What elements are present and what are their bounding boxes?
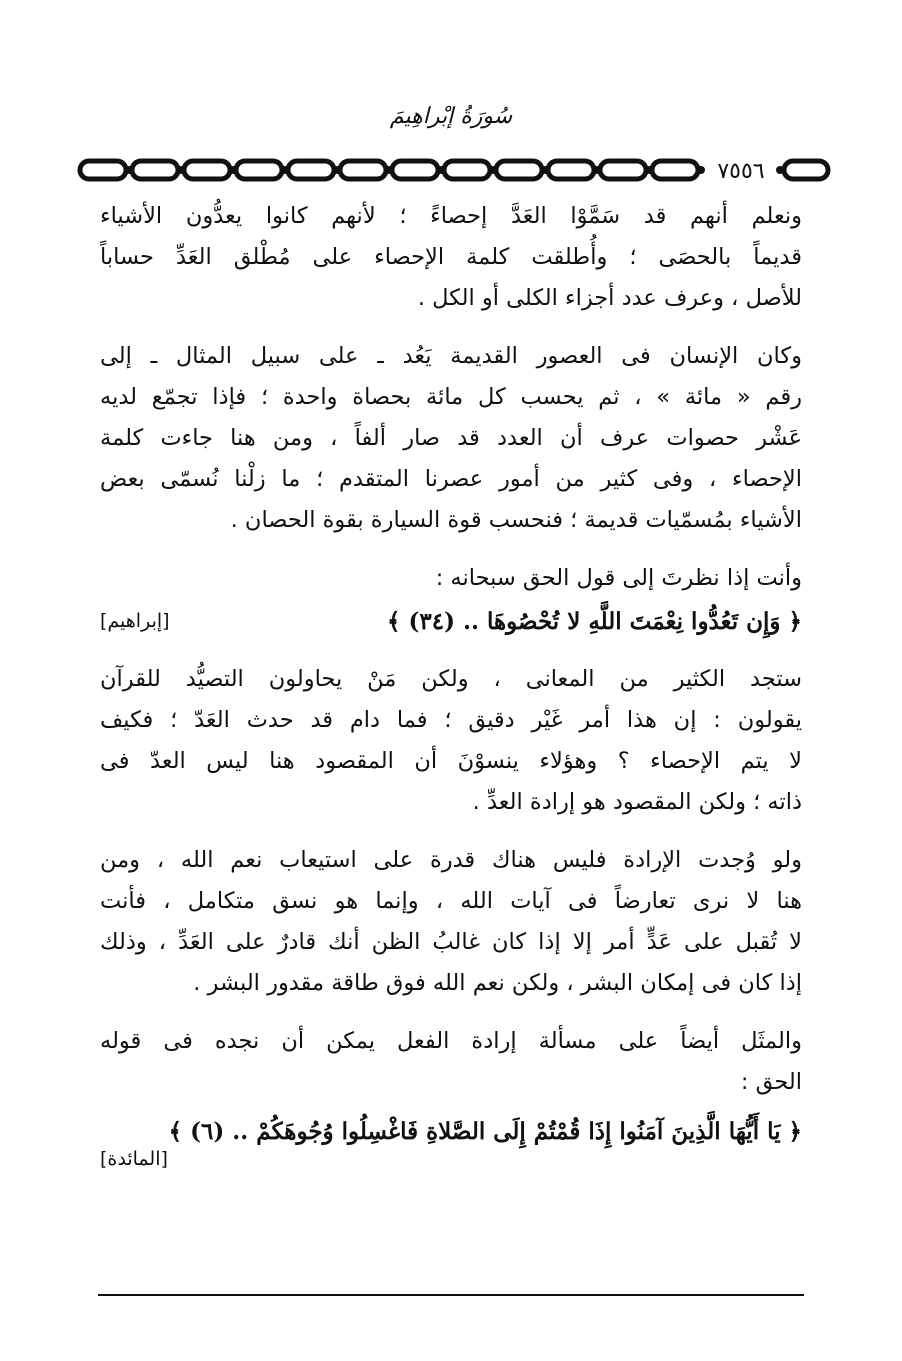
quran-verse-1: [100, 601, 802, 642]
text-line: ستجد الكثير من المعانى ، ولكن مَنْ يحاولون التصيُّد للقرآن: [100, 666, 802, 692]
text-line: لا تُقبل على عَدٍّ أمر إلا إذا كان غالبُ الظن أنك قادرٌ على العَدِّ ، وذلك: [100, 929, 802, 955]
page-body: [100, 196, 802, 1174]
text-line: عَشْر حصوات عرف أن العدد قد صار ألفاً ، ومن هنا جاءت كلمة: [100, 425, 802, 451]
text-line: ونعلم أنهم قد سَمَّوْا العَدَّ إحصاءً ؛ لأنهم كانوا يعدُّون الأشياء: [100, 203, 802, 229]
chain-ornament-header: [76, 152, 832, 188]
text-line: قديماً بالحصَى ؛ وأُطلقت كلمة الإحصاء على مُطْلق العَدِّ حساباً: [100, 244, 802, 270]
text-line: رقم « مائة » ، ثم يحسب كل مائة بحصاة واحدة ؛ فإذا تجمّع لديه: [100, 384, 802, 410]
text-line: وكان الإنسان فى العصور القديمة يَعُد ـ على سبيل المثال ـ إلى: [100, 343, 802, 369]
paragraph-4: [100, 659, 802, 823]
footer-rule: [98, 1294, 804, 1296]
paragraph-3: [100, 558, 802, 599]
surah-title: سُورَةُ إبْراهِيمَ: [389, 104, 513, 129]
text-line: يقولون : إن هذا أمر غَيْر دقيق ؛ فما دام قد حدث العَدّ ؛ فكيف: [100, 707, 802, 733]
text-line: ذاته ؛ ولكن المقصود هو إرادة العدِّ .: [472, 789, 802, 815]
text-line: لا يتم الإحصاء ؟ وهؤلاء ينسوْنَ أن المقصود هنا ليس العدّ فى: [100, 748, 802, 774]
quran-verse-2: [100, 1111, 802, 1152]
text-line: ولو وُجدت الإرادة فليس هناك قدرة على استيعاب نعم الله ، ومن: [100, 847, 802, 873]
text-line: الأشياء بمُسمّيات قديمة ؛ فنحسب قوة السيارة بقوة الحصان .: [230, 507, 802, 533]
text-line: هنا لا نرى تعارضاً فى آيات الله ، وإنما هو نسق متكامل ، فأنت: [100, 888, 802, 914]
paragraph-6: [100, 1021, 802, 1103]
verse-text: ﴿ وَإِن تَعُدُّوا نِعْمَتَ اللَّهِ لا تُحْصُوهَا .. (٣٤) ﴾: [386, 608, 802, 635]
text-line: إذا كان فى إمكان البشر ، ولكن نعم الله فوق طاقة مقدور البشر .: [193, 970, 802, 996]
surah-reference: [إبراهيم]: [100, 610, 170, 632]
surah-reference: [المائدة]: [100, 1148, 168, 1170]
paragraph-5: [100, 840, 802, 1004]
page-number: ٧٥٥٦: [717, 159, 765, 184]
text-line: والمثَل أيضاً على مسألة إرادة الفعل يمكن أن نجده فى قوله: [100, 1028, 802, 1054]
text-line: للأصل ، وعرف عدد أجزاء الكلى أو الكل .: [417, 285, 802, 311]
paragraph-1: [100, 196, 802, 319]
text-line: الحق :: [740, 1069, 802, 1095]
paragraph-2: [100, 336, 802, 541]
text-line: الإحصاء ، وفى كثير من أمور عصرنا المتقدم ؛ ما زلْنا نُسمّى بعض: [100, 466, 802, 492]
text-line: وأنت إذا نظرتَ إلى قول الحق سبحانه :: [435, 565, 802, 591]
verse-text: ﴿ يَا أَيُّهَا الَّذِينَ آمَنُوا إِذَا قُمْتُمْ إِلَى الصَّلاةِ فَاغْسِلُوا وُجُوهَكُمْ .. (٦) ﴾: [168, 1118, 802, 1145]
